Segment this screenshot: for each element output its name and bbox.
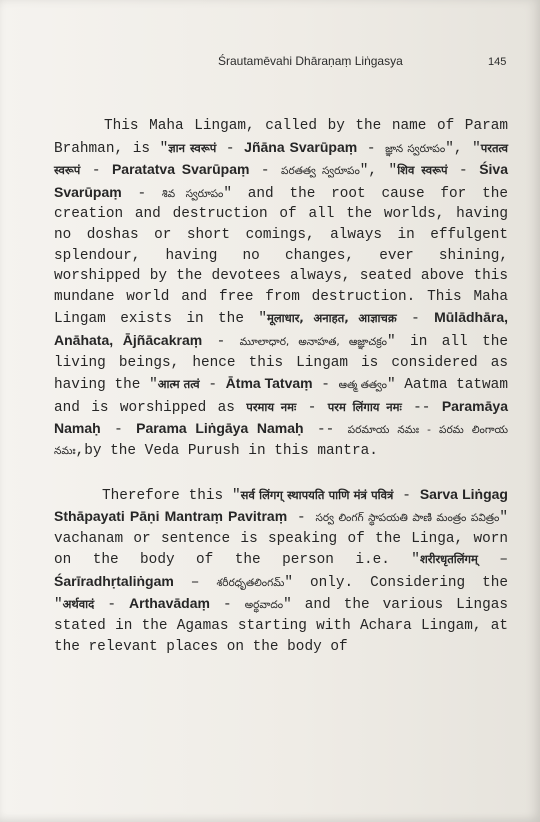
separator: – xyxy=(477,552,508,569)
transliteration-term: Śiva Svarūpaṃ xyxy=(54,161,508,200)
devanagari-term: परमाय नमः xyxy=(246,399,297,414)
telugu-term: జ్ఞాన స్వరూపం xyxy=(385,142,446,155)
devanagari-term: शिव स्वरूपं xyxy=(397,163,448,178)
separator: - xyxy=(216,140,245,157)
separator: - xyxy=(396,311,435,328)
text-run: Therefore this " xyxy=(102,487,241,504)
devanagari-term: मूलाधार, अनाहत, आज्ञाचक्र xyxy=(266,311,397,326)
devanagari-term: अर्थवादं xyxy=(62,597,95,612)
devanagari-term: सर्व लिंगग् स्थापयति पाणि मंत्रं पवित्रं xyxy=(240,487,394,502)
separator: - xyxy=(393,487,420,504)
telugu-term: శరీరధృతలింగమ్ xyxy=(216,576,285,589)
text-run: " and the root cause for the creation and destruction of all the worlds, having no doshas or short comings, always in effulgent splendour, having no changes, ever shining, worshipped by the devotees always, seated above this mundane world and free from destruction. This Maha Lingam exists in the " xyxy=(54,185,508,328)
devanagari-term: परम लिंगाय नमः xyxy=(327,399,402,414)
telugu-term: మూలాధార, అనాహత, ఆజ్ఞాచక్రం xyxy=(239,335,387,348)
separator: - xyxy=(357,140,386,157)
text-run: " vachanam or sentence is speaking of the Linga, worn on the body of the person i.e. " xyxy=(54,510,508,569)
devanagari-term: शरीरधृतलिंगम् xyxy=(419,552,478,567)
text-run: This Maha Lingam, called by the name of Param Brahman, is " xyxy=(54,118,508,157)
separator: - xyxy=(202,333,240,350)
separator: - xyxy=(100,422,137,439)
running-head: Śrautamēvahi Dhāraṇaṃ Liṅgasya xyxy=(218,54,403,68)
text-run: " Aatma tatwam and is worshipped as xyxy=(54,377,508,416)
telugu-term: పరతత్వ స్వరూపం xyxy=(281,165,360,178)
transliteration-term: Ātma Tatvaṃ xyxy=(225,375,313,392)
separator: - xyxy=(287,510,316,527)
separator: -- xyxy=(303,422,348,439)
text-run: " only. Considering the " xyxy=(54,574,508,614)
separator: -- xyxy=(401,399,442,416)
telugu-term: సర్వ లింగగ్ స్థాపయతి పాణి మంత్రం పవిత్రం xyxy=(315,512,500,525)
separator: - xyxy=(312,377,339,394)
transliteration-term: Śarīradhṛtaliṅgam xyxy=(54,572,174,589)
telugu-term: పరమాయ నమః - పరమ లింగాయ నమః xyxy=(54,424,508,457)
devanagari-term: परतत्व स्वरूपं xyxy=(54,140,508,178)
text-run: " in all the living beings, hence this Lingam is considered as having the " xyxy=(54,333,508,394)
body-text xyxy=(54,116,508,657)
text-run: ,by the Veda Purush in this mantra. xyxy=(75,442,378,459)
transliteration-term: Arthavādaṃ xyxy=(129,595,210,612)
separator: - xyxy=(80,163,112,180)
separator: - xyxy=(94,597,130,614)
separator: - xyxy=(249,163,282,180)
devanagari-term: आत्म तत्वं xyxy=(157,377,200,392)
separator: - xyxy=(209,597,245,614)
separator: – xyxy=(173,574,217,591)
devanagari-term: ज्ञान स्वरूपं xyxy=(168,140,217,155)
separator: - xyxy=(199,377,226,394)
transliteration-term: Parama Liṅgāya Namaḥ xyxy=(136,420,304,437)
text-run: " and the various Lingas stated in the Agamas starting with Achara Lingam, at the relevant places on the body of xyxy=(54,597,508,655)
text-run: ", " xyxy=(359,163,398,180)
transliteration-term: Paramāya Namaḥ xyxy=(54,397,508,437)
transliteration-term: Sarva Liṅgag Sthāpayati Pāṇi Mantraṃ Pavitraṃ xyxy=(54,485,508,525)
transliteration-term: Jñāna Svarūpaṃ xyxy=(244,138,358,155)
telugu-term: శివ స్వరూపం xyxy=(161,187,224,200)
separator: - xyxy=(447,163,480,180)
telugu-term: ఆత్మ తత్వం xyxy=(338,379,387,392)
transliteration-term: Paratatva Svarūpaṃ xyxy=(111,161,250,178)
page-number: 145 xyxy=(488,56,507,68)
transliteration-term: Mūlādhāra, Anāhata, Ājñācakraṃ xyxy=(54,309,508,348)
separator: - xyxy=(121,185,162,202)
separator: - xyxy=(296,399,328,416)
paragraph-maha-lingam xyxy=(54,116,508,462)
text-run: ", " xyxy=(445,140,481,157)
telugu-term: అర్థవాదం xyxy=(244,599,284,612)
paragraph-sarva-lingag xyxy=(54,484,508,658)
